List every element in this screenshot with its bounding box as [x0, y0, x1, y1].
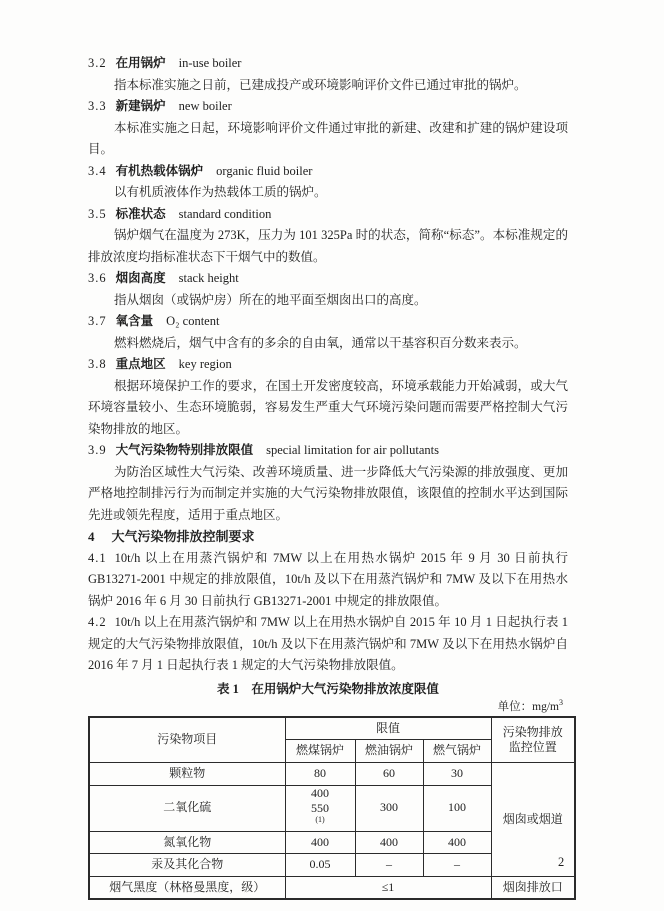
clause-4-2: [88, 612, 568, 677]
unit-text: 单位：mg/m: [497, 700, 559, 713]
clause-number: 3.7: [88, 314, 107, 328]
value-merged: ≤1: [285, 876, 491, 899]
clause-number: 3.3: [88, 99, 107, 113]
section-body-3-3: 本标准实施之日起，环境影响评价文件通过审批的新建、改建和扩建的锅炉建设项目。: [88, 120, 568, 156]
pollutant-name: 烟气黑度（林格曼黑度，级）: [89, 876, 285, 899]
so2-coal-value-1: 400: [311, 785, 329, 800]
value-gas: –: [423, 854, 491, 877]
so2-coal-value-2: [288, 801, 353, 831]
footnote-marker: (1): [315, 814, 325, 824]
term-en: O₂ content: [166, 314, 220, 328]
clause-number: 3.5: [88, 206, 107, 221]
header-location-line2: 监控位置: [508, 739, 557, 754]
term-zh: 烟囱高度: [115, 271, 166, 285]
chapter-heading-4: [88, 526, 568, 548]
term-zh: 氧含量: [115, 314, 154, 328]
section-heading-3-5: [88, 204, 568, 226]
term-zh: 大气污染物特别排放限值: [115, 443, 254, 457]
value-coal: 80: [285, 763, 355, 786]
term-en: special limitation for air pollutants: [266, 443, 440, 457]
unit-superscript: 3: [559, 697, 563, 707]
header-limit: 限值: [285, 717, 491, 740]
section-body-3-7: 燃料燃烧后，烟气中含有的多余的自由氧，通常以干基容积百分数来表示。: [114, 335, 527, 350]
section-heading-3-8: [88, 354, 568, 376]
term-zh: 新建锅炉: [115, 99, 166, 113]
term-en: standard condition: [178, 206, 272, 221]
section-body-3-6: 指从烟囱（或锅炉房）所在的地平面至烟囱出口的高度。: [114, 292, 427, 307]
section-heading-3-9: [88, 440, 568, 462]
clause-number: 3.8: [88, 357, 107, 371]
section-heading-3-4: [88, 161, 568, 183]
value-gas: 400: [423, 831, 491, 854]
section-heading-3-7: [88, 311, 568, 333]
section-heading-3-6: [88, 268, 568, 290]
clause-number: 4.1: [88, 550, 107, 565]
table-row-particulate: [89, 763, 575, 786]
header-monitor-location: [491, 717, 575, 763]
clause-4-1: [88, 548, 568, 613]
clause-number: 3.2: [88, 56, 107, 70]
header-gas-boiler: 燃气锅炉: [423, 740, 491, 763]
value-gas: 100: [423, 785, 491, 831]
term-zh: 有机热载体锅炉: [115, 163, 204, 178]
value-coal: [285, 785, 355, 831]
header-oil-boiler: 燃油锅炉: [355, 740, 423, 763]
term-zh: 在用锅炉: [115, 56, 166, 70]
term-zh: 标准状态: [115, 206, 166, 221]
header-pollutant: 污染物项目: [89, 717, 285, 763]
pollutant-name: 二氧化硫: [89, 785, 285, 831]
page-content: [88, 53, 568, 900]
clause-number: 4.2: [88, 615, 107, 629]
monitor-location-stack-outlet: 烟囱排放口: [491, 876, 575, 899]
section-body-3-9: 为防治区域性大气污染、改善环境质量、进一步降低大气污染源的排放强度、更加严格地控制排污行为而制定并实施的大气污染物排放限值，该限值的控制水平达到国际先进或领先程度，适用于重点地区。: [88, 464, 568, 522]
section-heading-3-3: [88, 96, 568, 118]
table-row-smoke-blackness: [89, 876, 575, 899]
pollutant-name: 颗粒物: [89, 763, 285, 786]
chapter-number: 4: [88, 529, 95, 544]
header-location-line1: 污染物排放: [502, 724, 563, 739]
so2-coal-value-2-num: 550: [311, 800, 329, 815]
clause-number: 3.9: [88, 443, 107, 457]
value-oil: 400: [355, 831, 423, 854]
header-coal-boiler: 燃煤锅炉: [285, 740, 355, 763]
clause-number: 3.6: [88, 271, 107, 285]
section-body-3-5: 锅炉烟气在温度为 273K，压力为 101 325Pa 时的状态，简称“标态”。本标准规定的排放浓度均指标准状态下干烟气中的数值。: [88, 228, 568, 264]
pollutant-name: 汞及其化合物: [89, 854, 285, 877]
section-body-3-8: 根据环境保护工作的要求，在国土开发密度较高，环境承载能力开始减弱，或大气环境容量较小、生态环境脆弱，容易发生严重大气环境污染问题而需要严格控制大气污染物排放的地区。: [88, 378, 568, 436]
value-oil: –: [355, 854, 423, 877]
value-coal: 0.05: [285, 854, 355, 877]
section-body-3-2: 指本标准实施之日前，已建成投产或环境影响评价文件已通过审批的锅炉。: [114, 77, 527, 92]
value-gas: 30: [423, 763, 491, 786]
table-caption: 表 1 在用锅炉大气污染物排放浓度限值: [217, 681, 439, 696]
term-en: stack height: [178, 271, 239, 285]
clause-body: 10t/h 以上在用蒸汽锅炉和 7MW 以上在用热水锅炉 2015 年 9 月 30 日前执行 GB13271-2001 中规定的排放限值，10t/h 及以下在用蒸汽锅炉和 7MW 及以下在用热水锅炉 2016 年 6 月 30 日前执行 GB13271-2001 中规定的排放限值。: [88, 550, 568, 608]
clause-body: 10t/h 以上在用蒸汽锅炉和 7MW 以上在用热水锅炉自 2015 年 10 月 1 日起执行表 1 规定的大气污染物排放限值，10t/h 及以下在用蒸汽锅炉和 7MW 及以下在用热水锅炉自 2016 年 7 月 1 日起执行表 1 规定的大气污染物排放限值。: [88, 615, 568, 672]
term-zh: 重点地区: [115, 357, 166, 371]
term-en: organic fluid boiler: [216, 163, 313, 178]
chapter-title: 大气污染物排放控制要求: [111, 529, 255, 544]
value-oil: 60: [355, 763, 423, 786]
pollutant-name: 氮氧化物: [89, 831, 285, 854]
section-heading-3-2: [88, 53, 568, 75]
clause-number: 3.4: [88, 163, 107, 178]
term-en: new boiler: [178, 99, 232, 113]
term-en: in-use boiler: [178, 56, 242, 70]
section-body-3-4: 以有机质液体作为热载体工质的锅炉。: [114, 185, 327, 199]
emission-limits-table: [88, 716, 576, 901]
value-oil: 300: [355, 785, 423, 831]
term-en: key region: [178, 357, 232, 371]
table-unit-label: [88, 697, 568, 714]
page-number: 2: [558, 855, 565, 869]
table-header-row-1: [89, 717, 575, 740]
value-coal: 400: [285, 831, 355, 854]
monitor-location-stack-or-flue: 烟囱或烟道: [491, 763, 575, 877]
